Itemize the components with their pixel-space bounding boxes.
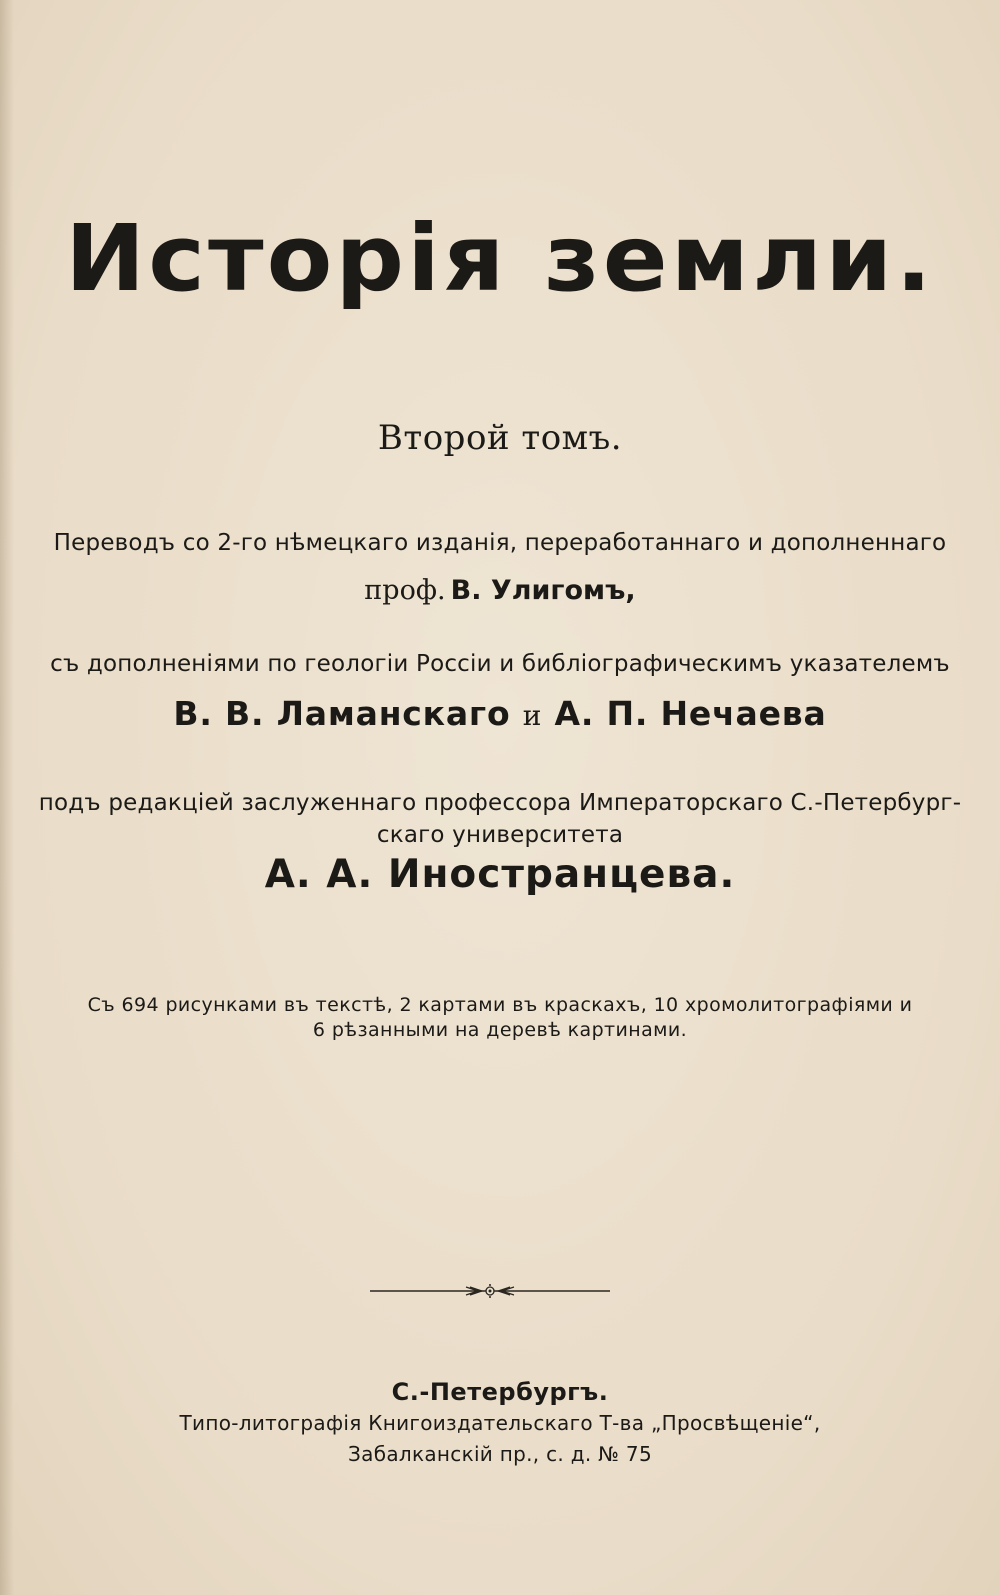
translation-author-line (0, 575, 1000, 606)
illustrations-note-line-2: 6 рѣзанными на деревѣ картинами. (312, 1019, 688, 1041)
volume-label: Второй томъ. (377, 418, 623, 458)
imprint-city: С.-Петербургъ. (391, 1378, 609, 1406)
additions-author-1: В. В. Ламанскаго (173, 694, 511, 733)
ornament-divider (370, 1283, 610, 1299)
book-title: Исторія земли. (65, 205, 935, 312)
additions-note: съ дополненіями по геологіи Россіи и библіографическимъ указателемъ (50, 651, 950, 677)
editor-note-line-1: подъ редакціей заслуженнаго профессора Императорскаго С.-Петербург- (38, 790, 962, 816)
professor-prefix: проф. (364, 575, 446, 606)
translation-note: Переводъ со 2-го нѣмецкаго изданія, переработаннаго и дополненнаго (53, 530, 947, 556)
editor-name: А. А. Иностранцева. (264, 852, 736, 897)
additions-author-2: А. П. Нечаева (554, 694, 827, 733)
editor-note-line-2: скаго университета (376, 822, 624, 848)
imprint-address: Забалканскій пр., с. д. № 75 (348, 1442, 652, 1466)
imprint-publisher: Типо-литографія Книгоиздательскаго Т-ва „Просвѣщеніе“, (179, 1411, 821, 1435)
illustrations-note-line-1: Съ 694 рисунками въ текстѣ, 2 картами въ краскахъ, 10 хромолитографіями и (87, 994, 913, 1016)
additions-authors (0, 694, 1000, 733)
translator-author-name: В. Улигомъ, (450, 575, 636, 606)
authors-conjunction: и (522, 699, 543, 732)
